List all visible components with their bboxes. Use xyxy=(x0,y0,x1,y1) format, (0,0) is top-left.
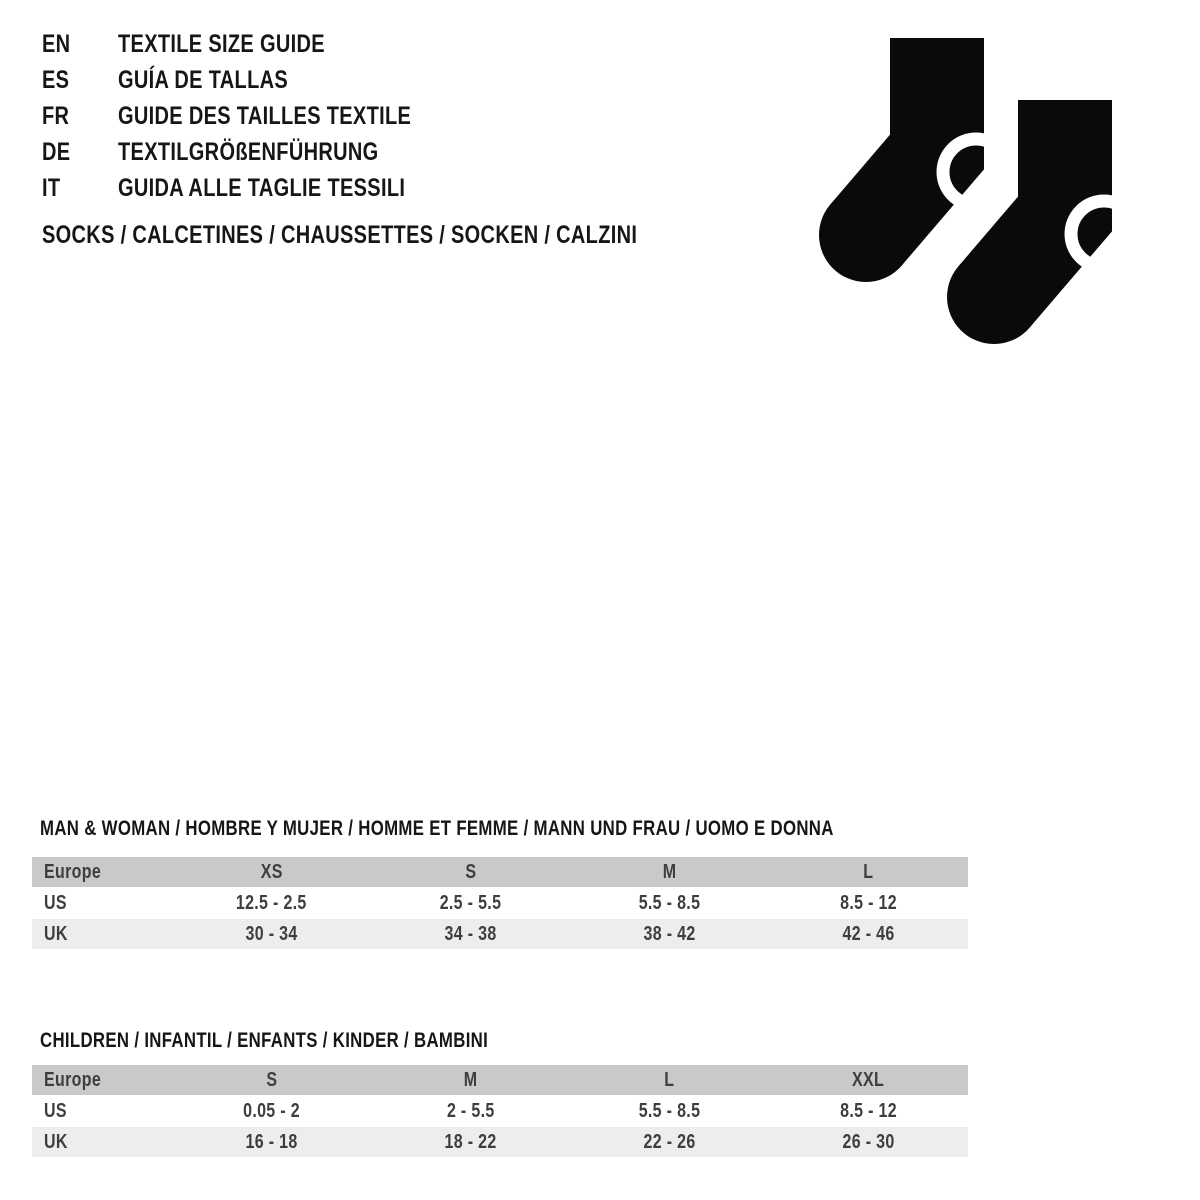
row-label-uk: UK xyxy=(44,922,68,945)
size-cell: 26 - 30 xyxy=(842,1130,895,1153)
row-label-us: US xyxy=(44,1099,67,1122)
category-line: SOCKS / CALCETINES / CHAUSSETTES / SOCKEN / CALZINI xyxy=(42,220,638,249)
size-cell: 34 - 38 xyxy=(444,922,497,945)
language-code-en: EN xyxy=(42,29,71,58)
column-header-m: M xyxy=(463,1068,478,1091)
language-code-fr: FR xyxy=(42,101,70,130)
column-header-s: S xyxy=(465,860,476,883)
row-label-uk: UK xyxy=(44,1130,68,1153)
table-header-row xyxy=(32,1065,968,1095)
size-cell: 18 - 22 xyxy=(444,1130,497,1153)
size-cell: 5.5 - 8.5 xyxy=(638,891,701,914)
language-title-it: GUIDA ALLE TAGLIE TESSILI xyxy=(118,173,406,202)
column-header-l: L xyxy=(664,1068,675,1091)
language-title-fr: GUIDE DES TAILLES TEXTILE xyxy=(118,101,412,130)
language-row-it xyxy=(42,170,485,206)
table-row-us xyxy=(32,1095,968,1127)
language-code-it: IT xyxy=(42,173,61,202)
size-cell: 5.5 - 8.5 xyxy=(638,1099,701,1122)
table-row-us xyxy=(32,887,968,919)
column-header-s: S xyxy=(266,1068,277,1091)
size-cell: 42 - 46 xyxy=(842,922,895,945)
size-cell: 0.05 - 2 xyxy=(243,1099,300,1122)
size-cell: 8.5 - 12 xyxy=(840,891,897,914)
size-cell: 2.5 - 5.5 xyxy=(439,891,502,914)
language-row-es xyxy=(42,62,485,98)
table-row-uk xyxy=(32,1127,968,1157)
size-cell: 12.5 - 2.5 xyxy=(236,891,307,914)
column-header-region: Europe xyxy=(44,1068,102,1091)
size-cell: 22 - 26 xyxy=(643,1130,696,1153)
language-title-es: GUÍA DE TALLAS xyxy=(118,65,289,94)
size-cell: 30 - 34 xyxy=(245,922,298,945)
language-code-es: ES xyxy=(42,65,70,94)
column-header-region: Europe xyxy=(44,860,102,883)
size-cell: 16 - 18 xyxy=(245,1130,298,1153)
size-cell: 38 - 42 xyxy=(643,922,696,945)
language-title-de: TEXTILGRÖßENFÜHRUNG xyxy=(118,137,379,166)
size-cell: 2 - 5.5 xyxy=(446,1099,495,1122)
size-table-children xyxy=(32,1065,968,1157)
language-row-de xyxy=(42,134,485,170)
column-header-l: L xyxy=(863,860,874,883)
language-title-list xyxy=(42,26,485,206)
language-row-fr xyxy=(42,98,485,134)
language-title-en: TEXTILE SIZE GUIDE xyxy=(118,29,325,58)
size-cell: 8.5 - 12 xyxy=(840,1099,897,1122)
table-header-row xyxy=(32,857,968,887)
size-table-man-woman xyxy=(32,857,968,949)
column-header-xxl: XXL xyxy=(852,1068,885,1091)
table-row-uk xyxy=(32,919,968,949)
column-header-xs: XS xyxy=(260,860,283,883)
language-row-en xyxy=(42,26,485,62)
section-title-man-woman: MAN & WOMAN / HOMBRE Y MUJER / HOMME ET FEMME / MANN UND FRAU / UOMO E DONNA xyxy=(40,817,834,840)
language-code-de: DE xyxy=(42,137,71,166)
column-header-m: M xyxy=(662,860,677,883)
row-label-us: US xyxy=(44,891,67,914)
socks-icon xyxy=(800,20,1160,360)
section-title-children: CHILDREN / INFANTIL / ENFANTS / KINDER / BAMBINI xyxy=(40,1029,489,1052)
